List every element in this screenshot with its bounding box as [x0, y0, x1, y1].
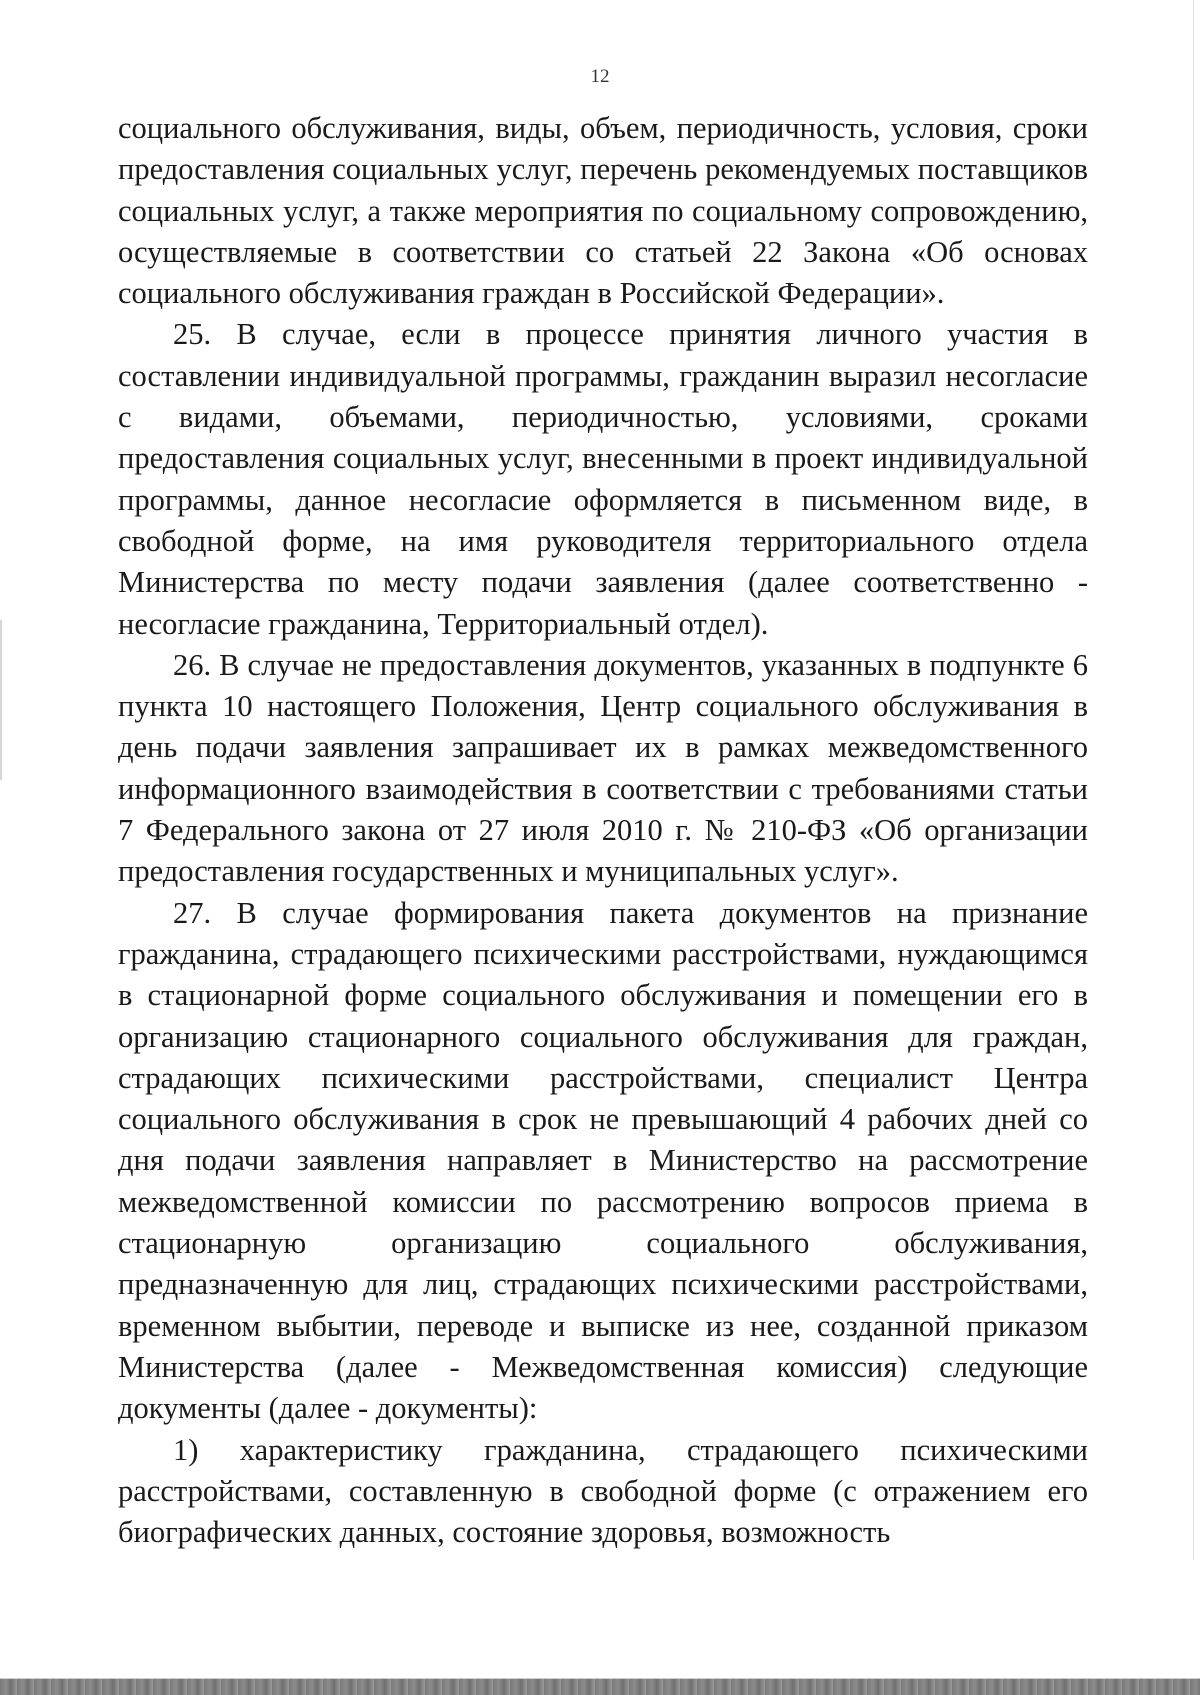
paragraph-continuation: социального обслуживания, виды, объем, периодичность, условия, сроки предоставления социальных услуг, перечень рекомендуемых поставщиков социальных услуг, а также мероприятия по социальному сопровождению, осуществляемые в соответствии со статьей 22 Закона «Об основах социального обслуживания граждан в Российской Федерации». — [118, 111, 1088, 311]
page-number: 12 — [590, 66, 610, 87]
scan-edge-mark — [0, 620, 2, 780]
paragraph-item-25: 25. В случае, если в процессе принятия личного участия в составлении индивидуальной программы, гражданин выразил несогласие с видами, объемами, периодичностью, условиями, сроками предоставления социальных услуг, внесенными в проект индивидуальной программы, данное несогласие оформляется в письменном виде, в свободной форме, на имя руководителя территориального отдела Министерства по месту подачи заявления (далее соответственно - несогласие гражданина, Территориальный отдел). — [118, 317, 1088, 641]
paragraph-item-26: 26. В случае не предоставления документов, указанных в подпункте 6 пункта 10 настоящего Положения, Центр социального обслуживания в день подачи заявления запрашивает их в рамках межведомственного информационного взаимодействия в соответствии с требованиями статьи 7 Федерального закона от 27 июля 2010 г. № 210-ФЗ «Об организации предоставления государственных и муниципальных услуг». — [118, 647, 1088, 889]
paragraph-item-27: 27. В случае формирования пакета документов на признание гражданина, страдающего психическими расстройствами, нуждающимся в стационарной форме социального обслуживания и помещении его в организацию стационарного социального обслуживания для граждан, страдающих психическими расстройствами, специалист Центра социального обслуживания в срок не превышающий 4 рабочих дней со дня подачи заявления направляет в Министерство на рассмотрение межведомственной комиссии по рассмотрению вопросов приема в стационарную организацию социального обслуживания, предназначенную для лиц, страдающих психическими расстройствами, временном выбытии, переводе и выписке из нее, созданной приказом Министерства (далее - Межведомственная комиссия) следующие документы (далее - документы): — [118, 895, 1088, 1426]
scan-right-edge — [1193, 0, 1194, 1560]
document-body — [118, 108, 1088, 1553]
scan-bottom-band — [0, 1679, 1200, 1695]
subitem-1: 1) характеристику гражданина, страдающего психическими расстройствами, составленную в свободной форме (с отражением его биографических данных, состояние здоровья, возможность — [118, 1432, 1088, 1550]
